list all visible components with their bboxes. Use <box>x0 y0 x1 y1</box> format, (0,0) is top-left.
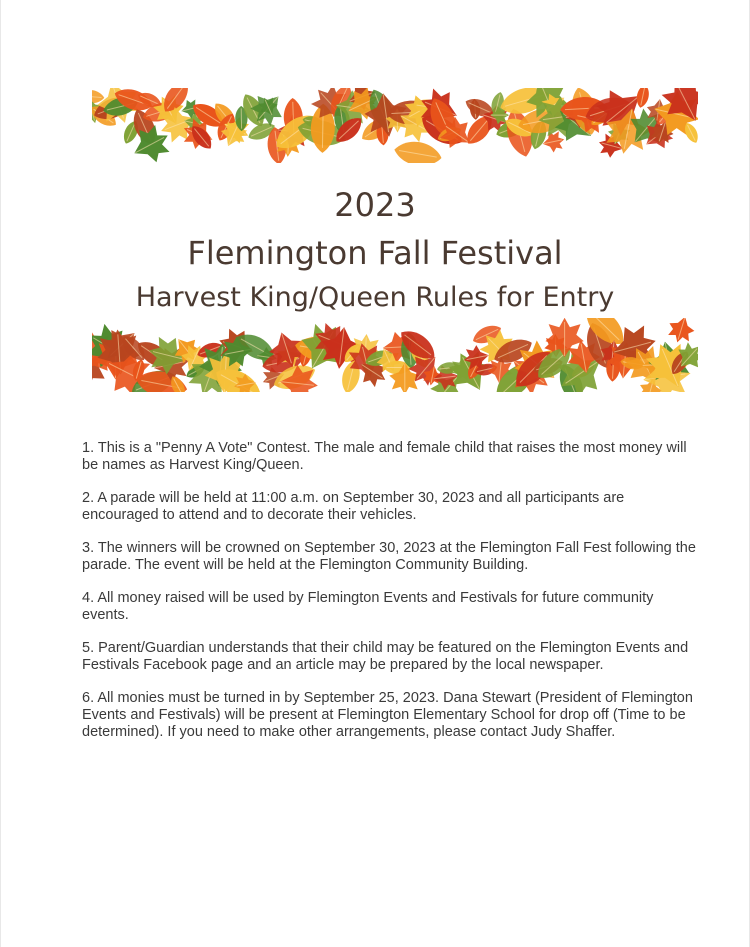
bottom-leaf-border <box>92 318 698 392</box>
event-year: 2023 <box>334 186 416 224</box>
rule-item: 1. This is a "Penny A Vote" Contest. The male and female child that raises the most money will be names as Harvest King/Queen. <box>82 440 687 473</box>
rule-item: 3. The winners will be crowned on September 30, 2023 at the Flemington Fall Fest following the parade. The event will be held at the Flemington Community Building. <box>82 540 696 573</box>
rule-item: 2. A parade will be held at 11:00 a.m. on September 30, 2023 and all participants are encouraged to attend and to decorate their vehicles. <box>82 490 625 523</box>
rules-subtitle: Harvest King/Queen Rules for Entry <box>135 282 615 313</box>
page-edge-left <box>0 0 1 947</box>
top-leaf-border <box>92 88 698 163</box>
autumn-leaves-icon <box>92 318 698 392</box>
rule-item: 5. Parent/Guardian understands that their child may be featured on the Flemington Events and Festivals Facebook page and an article may be prepared by the local newspaper. <box>82 640 689 673</box>
rules-list <box>82 440 702 757</box>
rule-item: 6. All monies must be turned in by September 25, 2023. Dana Stewart (President of Flemington Events and Festivals) will be present at Flemington Elementary School for drop off (Time to be determined). If you need to make other arrangements, please contact Judy Shaffer. <box>82 690 693 740</box>
autumn-leaves-icon <box>92 88 698 163</box>
leaf-shape <box>665 318 698 346</box>
festival-title: Flemington Fall Festival <box>187 234 563 272</box>
rule-item: 4. All money raised will be used by Flemington Events and Festivals for future community events. <box>82 590 654 623</box>
